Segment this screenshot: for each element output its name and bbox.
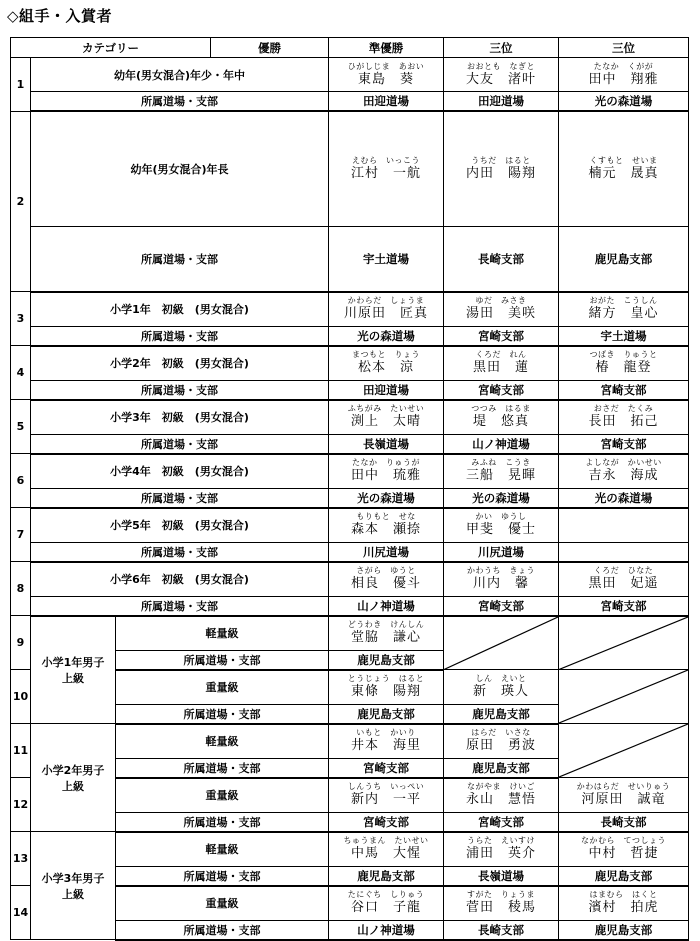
player-name: 菅田 稜馬 (466, 900, 537, 915)
result-row-org (11, 434, 689, 454)
player-name: 浦田 英介 (466, 846, 537, 861)
furigana: ふちがみ たいせい (347, 404, 425, 413)
player-cell (444, 832, 559, 867)
empty-cell (444, 616, 559, 670)
result-row-org (11, 596, 689, 616)
player-cell (444, 886, 559, 921)
weight-class: 重量級 (116, 778, 329, 813)
dojo-name: 山ノ神道場 (329, 596, 444, 616)
row-number: 10 (11, 670, 31, 724)
result-row (11, 508, 689, 543)
dojo-name: 山ノ神道場 (444, 434, 559, 454)
category-label: 小学6年 初級 (男女混合) (31, 562, 329, 597)
player-name: 井本 海里 (351, 738, 422, 753)
player-cell (329, 346, 444, 381)
org-label: 所属道場・支部 (116, 866, 329, 886)
weight-class: 重量級 (116, 886, 329, 921)
org-label: 所属道場・支部 (31, 380, 329, 400)
player-name: 椿 龍登 (595, 360, 652, 375)
dojo-name: 宮崎支部 (444, 812, 559, 832)
row-number: 7 (11, 508, 31, 562)
org-label: 所属道場・支部 (31, 226, 329, 292)
furigana: たなか りゅうが (352, 458, 421, 467)
group-label (31, 724, 116, 832)
result-row (11, 454, 689, 489)
org-label: 所属道場・支部 (31, 542, 329, 562)
furigana: ひがしじま あおい (347, 61, 425, 71)
player-name: 森本 瀬捺 (351, 522, 422, 537)
result-row (11, 400, 689, 435)
player-name: 松本 涼 (358, 360, 415, 375)
player-cell (444, 562, 559, 597)
player-name: 東島 葵 (358, 71, 415, 87)
category-label: 幼年(男女混合)年少・年中 (31, 58, 329, 92)
dojo-name: 鹿児島支部 (329, 866, 444, 886)
player-name: 原田 勇波 (466, 738, 537, 753)
group-label (31, 616, 116, 724)
dojo-name: 山ノ神道場 (329, 920, 444, 940)
dojo-name: 田迎道場 (329, 380, 444, 400)
row-number: 1 (11, 58, 31, 112)
org-label: 所属道場・支部 (116, 704, 329, 724)
furigana: ながやま けいご (467, 782, 536, 791)
player-cell (329, 670, 444, 705)
player-name: 吉永 海成 (588, 468, 659, 483)
player-cell (559, 346, 689, 381)
dojo-name: 長崎支部 (444, 226, 559, 292)
group-label-line: 小学1年男子 (41, 655, 105, 669)
dojo-name: 鹿児島支部 (329, 650, 444, 670)
furigana: えむら いっこう (352, 155, 421, 165)
dojo-name (559, 542, 689, 562)
dojo-name: 鹿児島支部 (559, 226, 689, 292)
player-cell (559, 886, 689, 921)
dojo-name: 光の森道場 (444, 488, 559, 508)
furigana: みふね こうき (471, 458, 531, 467)
player-cell (559, 292, 689, 327)
furigana: くろだ ひなた (593, 566, 654, 575)
category-label: 小学4年 初級 (男女混合) (31, 454, 329, 489)
furigana: はらだ いさな (471, 728, 531, 737)
result-row (11, 562, 689, 597)
result-row (11, 58, 689, 92)
player-name: 川内 馨 (473, 576, 530, 591)
furigana: うらた えいすけ (467, 836, 536, 845)
furigana: まつもと りょう (352, 350, 421, 359)
player-cell (444, 508, 559, 543)
empty-slash (559, 670, 688, 723)
result-row-org (11, 380, 689, 400)
furigana: どうわき けんしん (347, 620, 425, 629)
player-cell (444, 724, 559, 759)
row-number: 2 (11, 111, 31, 292)
dojo-name: 宮崎支部 (444, 326, 559, 346)
furigana: かわうち きょう (467, 566, 536, 575)
group-label-line: 小学3年男子 (41, 871, 105, 885)
furigana: しん えいと (475, 673, 527, 683)
dojo-name: 鹿児島支部 (444, 704, 559, 724)
player-name: 中馬 大惺 (351, 846, 422, 861)
group-label (31, 832, 116, 940)
player-name: 内田 陽翔 (466, 165, 537, 181)
org-label: 所属道場・支部 (31, 434, 329, 454)
player-cell (559, 111, 689, 226)
dojo-name: 宇土道場 (329, 226, 444, 292)
player-name: 長田 拓己 (588, 414, 659, 429)
category-label: 幼年(男女混合)年長 (31, 111, 329, 226)
header-runner-up: 準優勝 (329, 38, 444, 58)
player-cell (329, 508, 444, 543)
furigana: つばき りゅうと (589, 350, 658, 359)
dojo-name: 宮崎支部 (329, 812, 444, 832)
player-name: 濱村 拍虎 (588, 900, 659, 915)
furigana: なかむら てつしょう (581, 836, 667, 845)
dojo-name: 宮崎支部 (444, 596, 559, 616)
furigana: しんうち いっぺい (347, 782, 425, 791)
dojo-name: 宇土道場 (559, 326, 689, 346)
player-name: 中村 哲捷 (588, 846, 659, 861)
furigana: くろだ れん (475, 350, 527, 359)
empty-cell (559, 724, 689, 778)
empty-slash (559, 617, 688, 670)
dojo-name: 宮崎支部 (329, 758, 444, 778)
furigana: おがた こうしん (589, 296, 658, 305)
result-row (11, 832, 689, 867)
furigana: もりもと せな (356, 512, 416, 521)
row-number: 12 (11, 778, 31, 832)
dojo-name: 鹿児島支部 (559, 866, 689, 886)
furigana: かい ゆうし (475, 512, 527, 521)
furigana: たなか くがが (593, 61, 654, 71)
player-name: 河原田 誠竜 (581, 791, 666, 807)
furigana: たにぐち しりゅう (347, 890, 425, 899)
player-cell (329, 778, 444, 813)
row-number: 6 (11, 454, 31, 508)
player-cell (444, 778, 559, 813)
org-label: 所属道場・支部 (31, 596, 329, 616)
furigana: くすもと せいま (589, 155, 658, 165)
dojo-name: 鹿児島支部 (559, 920, 689, 940)
player-cell (559, 562, 689, 597)
result-row (11, 111, 689, 226)
player-name: 緒方 皇心 (588, 306, 659, 321)
player-cell (329, 111, 444, 226)
group-label-line: 上級 (62, 887, 84, 901)
dojo-name: 光の森道場 (559, 488, 689, 508)
player-cell (329, 832, 444, 867)
group-label-line: 上級 (62, 779, 84, 793)
row-number: 11 (11, 724, 31, 778)
player-cell (444, 292, 559, 327)
furigana: さがら ゆうと (356, 566, 416, 575)
empty-slash (559, 724, 688, 777)
weight-class: 重量級 (116, 670, 329, 705)
furigana: おおとも なぎと (467, 61, 536, 71)
furigana: うちだ はると (471, 155, 531, 165)
player-name: 田中 琉雅 (351, 468, 422, 483)
row-number: 14 (11, 886, 31, 940)
org-label: 所属道場・支部 (31, 488, 329, 508)
empty-cell (559, 616, 689, 670)
player-name: 川原田 匠真 (344, 306, 429, 321)
category-label: 小学5年 初級 (男女混合) (31, 508, 329, 543)
furigana: いもと かいり (356, 728, 416, 737)
org-label: 所属道場・支部 (116, 920, 329, 940)
result-row-org (11, 488, 689, 508)
page-title: ◇組手・入賞者 (7, 7, 113, 25)
dojo-name: 川尻道場 (329, 542, 444, 562)
furigana: かわらだ しょうま (347, 296, 425, 305)
player-name: 黒田 妃遥 (588, 576, 659, 591)
player-cell (329, 562, 444, 597)
player-cell (559, 832, 689, 867)
org-label: 所属道場・支部 (31, 92, 329, 112)
player-cell (329, 616, 444, 651)
row-number: 3 (11, 292, 31, 346)
player-name: 東條 陽翔 (351, 684, 422, 699)
player-cell (329, 58, 444, 92)
player-name: 永山 慧悟 (466, 792, 537, 807)
player-name: 堤 悠真 (473, 414, 530, 429)
player-cell (559, 400, 689, 435)
category-label: 小学2年 初級 (男女混合) (31, 346, 329, 381)
furigana: ゆだ みさき (475, 296, 527, 305)
player-cell (559, 508, 689, 543)
row-number: 5 (11, 400, 31, 454)
player-cell (444, 454, 559, 489)
org-label: 所属道場・支部 (116, 758, 329, 778)
org-label: 所属道場・支部 (116, 650, 329, 670)
dojo-name: 長嶺道場 (444, 866, 559, 886)
dojo-name: 宮崎支部 (559, 596, 689, 616)
dojo-name: 宮崎支部 (444, 380, 559, 400)
weight-class: 軽量級 (116, 724, 329, 759)
weight-class: 軽量級 (116, 832, 329, 867)
player-name: 楠元 晟真 (588, 165, 659, 181)
player-cell (444, 346, 559, 381)
dojo-name: 田迎道場 (329, 92, 444, 112)
group-label-line: 上級 (62, 671, 84, 685)
dojo-name: 鹿児島支部 (329, 704, 444, 724)
player-name: 渕上 太晴 (351, 414, 422, 429)
dojo-name: 長崎支部 (559, 812, 689, 832)
category-label: 小学3年 初級 (男女混合) (31, 400, 329, 435)
player-name: 甲斐 優士 (466, 522, 537, 537)
player-name: 田中 翔雅 (588, 71, 659, 87)
header-third: 三位 (444, 38, 559, 58)
player-name: 新内 一平 (351, 792, 422, 807)
player-cell (329, 454, 444, 489)
player-cell (329, 724, 444, 759)
player-name: 堂脇 謙心 (351, 630, 422, 645)
row-number: 8 (11, 562, 31, 616)
player-name: 江村 一航 (351, 165, 422, 181)
result-row (11, 346, 689, 381)
org-label: 所属道場・支部 (116, 812, 329, 832)
furigana: はまむら はくと (589, 890, 658, 899)
player-name: 黒田 蓮 (473, 360, 530, 375)
dojo-name: 長崎支部 (444, 920, 559, 940)
player-cell (559, 778, 689, 813)
furigana: ちゅうまん たいせい (343, 836, 429, 845)
player-cell (444, 58, 559, 92)
result-row (11, 292, 689, 327)
player-name: 新 瑛人 (473, 683, 530, 699)
result-row-org (11, 92, 689, 112)
player-name: 三船 晃暉 (466, 468, 537, 483)
furigana: おさだ たくみ (593, 404, 654, 413)
header-winner: 優勝 (211, 38, 329, 58)
dojo-name: 田迎道場 (444, 92, 559, 112)
result-row-org (11, 226, 689, 292)
result-row-org (11, 326, 689, 346)
player-name: 相良 優斗 (351, 576, 422, 591)
results-table (10, 37, 689, 941)
weight-class: 軽量級 (116, 616, 329, 651)
player-cell (444, 111, 559, 226)
empty-slash (444, 617, 558, 670)
dojo-name: 光の森道場 (559, 92, 689, 112)
dojo-name: 宮崎支部 (559, 434, 689, 454)
result-row-org (11, 542, 689, 562)
group-label-line: 小学2年男子 (41, 763, 105, 777)
header-third-2: 三位 (559, 38, 689, 58)
result-row (11, 616, 689, 651)
header-row (11, 38, 689, 58)
player-cell (444, 670, 559, 705)
furigana: とうじょう はると (347, 674, 425, 683)
org-label: 所属道場・支部 (31, 326, 329, 346)
furigana: すがた りょうま (467, 890, 536, 899)
header-category: カテゴリー (11, 38, 211, 58)
dojo-name: 光の森道場 (329, 326, 444, 346)
player-name: 谷口 子龍 (351, 900, 422, 915)
result-row (11, 724, 689, 759)
player-name: 大友 渚叶 (466, 71, 537, 87)
dojo-name: 川尻道場 (444, 542, 559, 562)
player-cell (559, 58, 689, 92)
player-cell (559, 454, 689, 489)
furigana: かわはらだ せいりゅう (576, 781, 671, 791)
dojo-name: 鹿児島支部 (444, 758, 559, 778)
furigana: よしなが かいせい (585, 458, 662, 467)
player-cell (444, 400, 559, 435)
player-name: 湯田 美咲 (466, 306, 537, 321)
row-number: 13 (11, 832, 31, 886)
dojo-name: 宮崎支部 (559, 380, 689, 400)
dojo-name: 光の森道場 (329, 488, 444, 508)
row-number: 9 (11, 616, 31, 670)
furigana: つつみ はるま (471, 404, 531, 413)
category-label: 小学1年 初級 (男女混合) (31, 292, 329, 327)
player-cell (329, 292, 444, 327)
player-cell (329, 400, 444, 435)
dojo-name: 長嶺道場 (329, 434, 444, 454)
empty-cell (559, 670, 689, 724)
player-cell (329, 886, 444, 921)
row-number: 4 (11, 346, 31, 400)
